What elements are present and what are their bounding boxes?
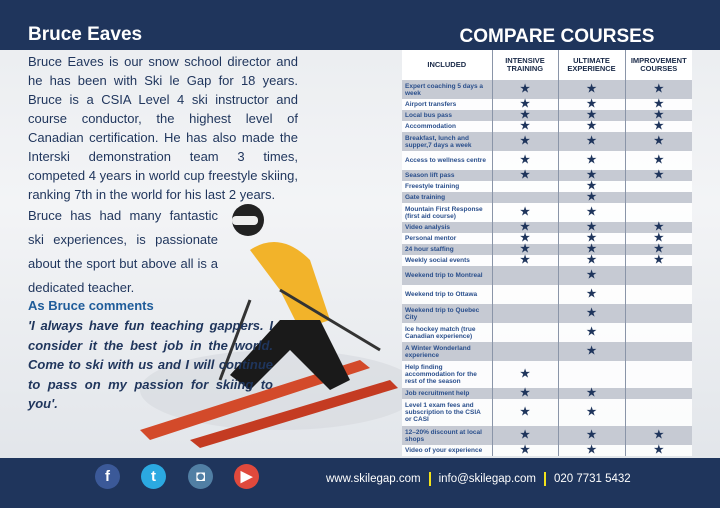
- empty-cell: [492, 181, 558, 192]
- table-row: [402, 121, 692, 132]
- table-row: [402, 266, 692, 285]
- empty-cell: [625, 361, 692, 388]
- table-row: [402, 192, 692, 203]
- star-icon: ★: [558, 304, 625, 323]
- divider: [544, 472, 546, 486]
- row-item: Mountain First Response (first aid course): [402, 203, 492, 222]
- star-icon: ★: [492, 388, 558, 399]
- quote-text: 'I always have fun teaching gappers. I consider it the best job in the world. Come to ski with us and I will continue to pass on my passion for skiing to you'.: [28, 318, 273, 411]
- email-link[interactable]: info@skilegap.com: [438, 473, 536, 486]
- empty-cell: [625, 323, 692, 342]
- star-icon: ★: [558, 99, 625, 110]
- row-item: Ice hockey match (true Canadian experience): [402, 323, 492, 342]
- compare-table: [402, 50, 692, 456]
- row-item: Airport transfers: [402, 99, 492, 110]
- table-row: [402, 181, 692, 192]
- empty-cell: [492, 192, 558, 203]
- table-row: [402, 233, 692, 244]
- star-icon: ★: [492, 426, 558, 445]
- empty-cell: [492, 285, 558, 304]
- table-row: [402, 304, 692, 323]
- star-icon: ★: [625, 445, 692, 456]
- star-icon: ★: [492, 99, 558, 110]
- star-icon: ★: [558, 445, 625, 456]
- compare-title: COMPARE COURSES: [459, 26, 655, 47]
- table-row: [402, 244, 692, 255]
- star-icon: ★: [558, 233, 625, 244]
- row-item: Job recruitment help: [402, 388, 492, 399]
- star-icon: ★: [625, 222, 692, 233]
- star-icon: ★: [558, 192, 625, 203]
- empty-cell: [492, 304, 558, 323]
- star-icon: ★: [492, 170, 558, 181]
- star-icon: ★: [558, 222, 625, 233]
- page-title: Bruce Eaves: [28, 24, 143, 45]
- star-icon: ★: [625, 170, 692, 181]
- star-icon: ★: [625, 110, 692, 121]
- row-item: Expert coaching 5 days a week: [402, 80, 492, 99]
- table-row: [402, 399, 692, 426]
- row-item: Weekly social events: [402, 255, 492, 266]
- table-row: [402, 110, 692, 121]
- row-item: Gate training: [402, 192, 492, 203]
- bio-text: Bruce Eaves is our snow school director and he has been with Ski le Gap for 18 years. Bruce is a CSIA Level 4 ski instructor and course conductor, the highest level of Canadian certification. He has also made the Interski demonstration team 3 times, competed 4 years in world cup freestyle skiing, ranking 7th in the world for his last 2 years.: [28, 54, 298, 202]
- star-icon: ★: [558, 181, 625, 192]
- star-icon: ★: [558, 388, 625, 399]
- star-icon: ★: [558, 121, 625, 132]
- star-icon: ★: [558, 80, 625, 99]
- table-row: [402, 80, 692, 99]
- twitter-icon[interactable]: t: [141, 464, 166, 489]
- table-row: [402, 222, 692, 233]
- col-intensive: INTENSIVE TRAINING: [492, 50, 558, 80]
- empty-cell: [625, 181, 692, 192]
- star-icon: ★: [625, 426, 692, 445]
- row-item: Breakfast, lunch and supper,7 days a week: [402, 132, 492, 151]
- star-icon: ★: [492, 445, 558, 456]
- empty-cell: [492, 266, 558, 285]
- table-row: [402, 285, 692, 304]
- row-item: Season lift pass: [402, 170, 492, 181]
- star-icon: ★: [558, 132, 625, 151]
- empty-cell: [625, 266, 692, 285]
- star-icon: ★: [558, 110, 625, 121]
- star-icon: ★: [558, 203, 625, 222]
- table-row: [402, 99, 692, 110]
- empty-cell: [625, 203, 692, 222]
- row-item: Local bus pass: [402, 110, 492, 121]
- empty-cell: [558, 361, 625, 388]
- star-icon: ★: [625, 233, 692, 244]
- star-icon: ★: [625, 99, 692, 110]
- empty-cell: [625, 192, 692, 203]
- table-row: [402, 361, 692, 388]
- star-icon: ★: [558, 285, 625, 304]
- star-icon: ★: [492, 121, 558, 132]
- star-icon: ★: [492, 110, 558, 121]
- row-item: A Winter Wonderland experience: [402, 342, 492, 361]
- facebook-icon[interactable]: f: [95, 464, 120, 489]
- star-icon: ★: [558, 244, 625, 255]
- row-item: Help finding accommodation for the rest of the season: [402, 361, 492, 388]
- table-row: [402, 132, 692, 151]
- website-link[interactable]: www.skilegap.com: [326, 473, 421, 486]
- row-item: Level 1 exam fees and subscription to the CSIA or CASI: [402, 399, 492, 426]
- row-item: Freestyle training: [402, 181, 492, 192]
- star-icon: ★: [625, 132, 692, 151]
- youtube-icon[interactable]: ▶: [234, 464, 259, 489]
- row-item: Access to wellness centre: [402, 151, 492, 170]
- row-item: Accommodation: [402, 121, 492, 132]
- row-item: Weekend trip to Montreal: [402, 266, 492, 285]
- star-icon: ★: [492, 361, 558, 388]
- empty-cell: [625, 304, 692, 323]
- empty-cell: [625, 342, 692, 361]
- comments-heading: As Bruce comments: [28, 298, 154, 313]
- table-row: [402, 323, 692, 342]
- instagram-icon[interactable]: ◘: [188, 464, 213, 489]
- star-icon: ★: [558, 266, 625, 285]
- star-icon: ★: [625, 244, 692, 255]
- star-icon: ★: [492, 222, 558, 233]
- star-icon: ★: [558, 170, 625, 181]
- table-row: [402, 203, 692, 222]
- contact-bar: [326, 472, 631, 486]
- star-icon: ★: [492, 203, 558, 222]
- star-icon: ★: [492, 132, 558, 151]
- row-item: Weekend trip to Quebec City: [402, 304, 492, 323]
- star-icon: ★: [492, 80, 558, 99]
- star-icon: ★: [558, 426, 625, 445]
- table-row: [402, 445, 692, 456]
- star-icon: ★: [625, 80, 692, 99]
- row-item: 12–20% discount at local shops: [402, 426, 492, 445]
- empty-cell: [625, 388, 692, 399]
- row-item: Video analysis: [402, 222, 492, 233]
- table-row: [402, 255, 692, 266]
- star-icon: ★: [625, 151, 692, 170]
- table-row: [402, 170, 692, 181]
- row-item: Personal mentor: [402, 233, 492, 244]
- star-icon: ★: [625, 255, 692, 266]
- empty-cell: [625, 399, 692, 426]
- table-row: [402, 151, 692, 170]
- col-improvement: IMPROVEMENT COURSES: [625, 50, 692, 80]
- phone-number: 020 7731 5432: [553, 473, 631, 486]
- empty-cell: [492, 323, 558, 342]
- star-icon: ★: [492, 151, 558, 170]
- empty-cell: [625, 285, 692, 304]
- col-included: INCLUDED: [402, 50, 492, 80]
- star-icon: ★: [558, 255, 625, 266]
- star-icon: ★: [558, 342, 625, 361]
- star-icon: ★: [492, 244, 558, 255]
- star-icon: ★: [492, 255, 558, 266]
- row-item: 24 hour staffing: [402, 244, 492, 255]
- star-icon: ★: [558, 399, 625, 426]
- empty-cell: [492, 342, 558, 361]
- star-icon: ★: [625, 121, 692, 132]
- table-row: [402, 342, 692, 361]
- row-item: Weekend trip to Ottawa: [402, 285, 492, 304]
- star-icon: ★: [492, 233, 558, 244]
- bio-text-2: Bruce has had many fantastic ski experiences, is passionate about the sport but above all is a dedicated teacher.: [28, 208, 218, 295]
- star-icon: ★: [558, 323, 625, 342]
- col-ultimate: ULTIMATE EXPERIENCE: [558, 50, 625, 80]
- star-icon: ★: [558, 151, 625, 170]
- row-item: Video of your experience: [402, 445, 492, 456]
- table-row: [402, 426, 692, 445]
- divider: [429, 472, 431, 486]
- table-row: [402, 388, 692, 399]
- star-icon: ★: [492, 399, 558, 426]
